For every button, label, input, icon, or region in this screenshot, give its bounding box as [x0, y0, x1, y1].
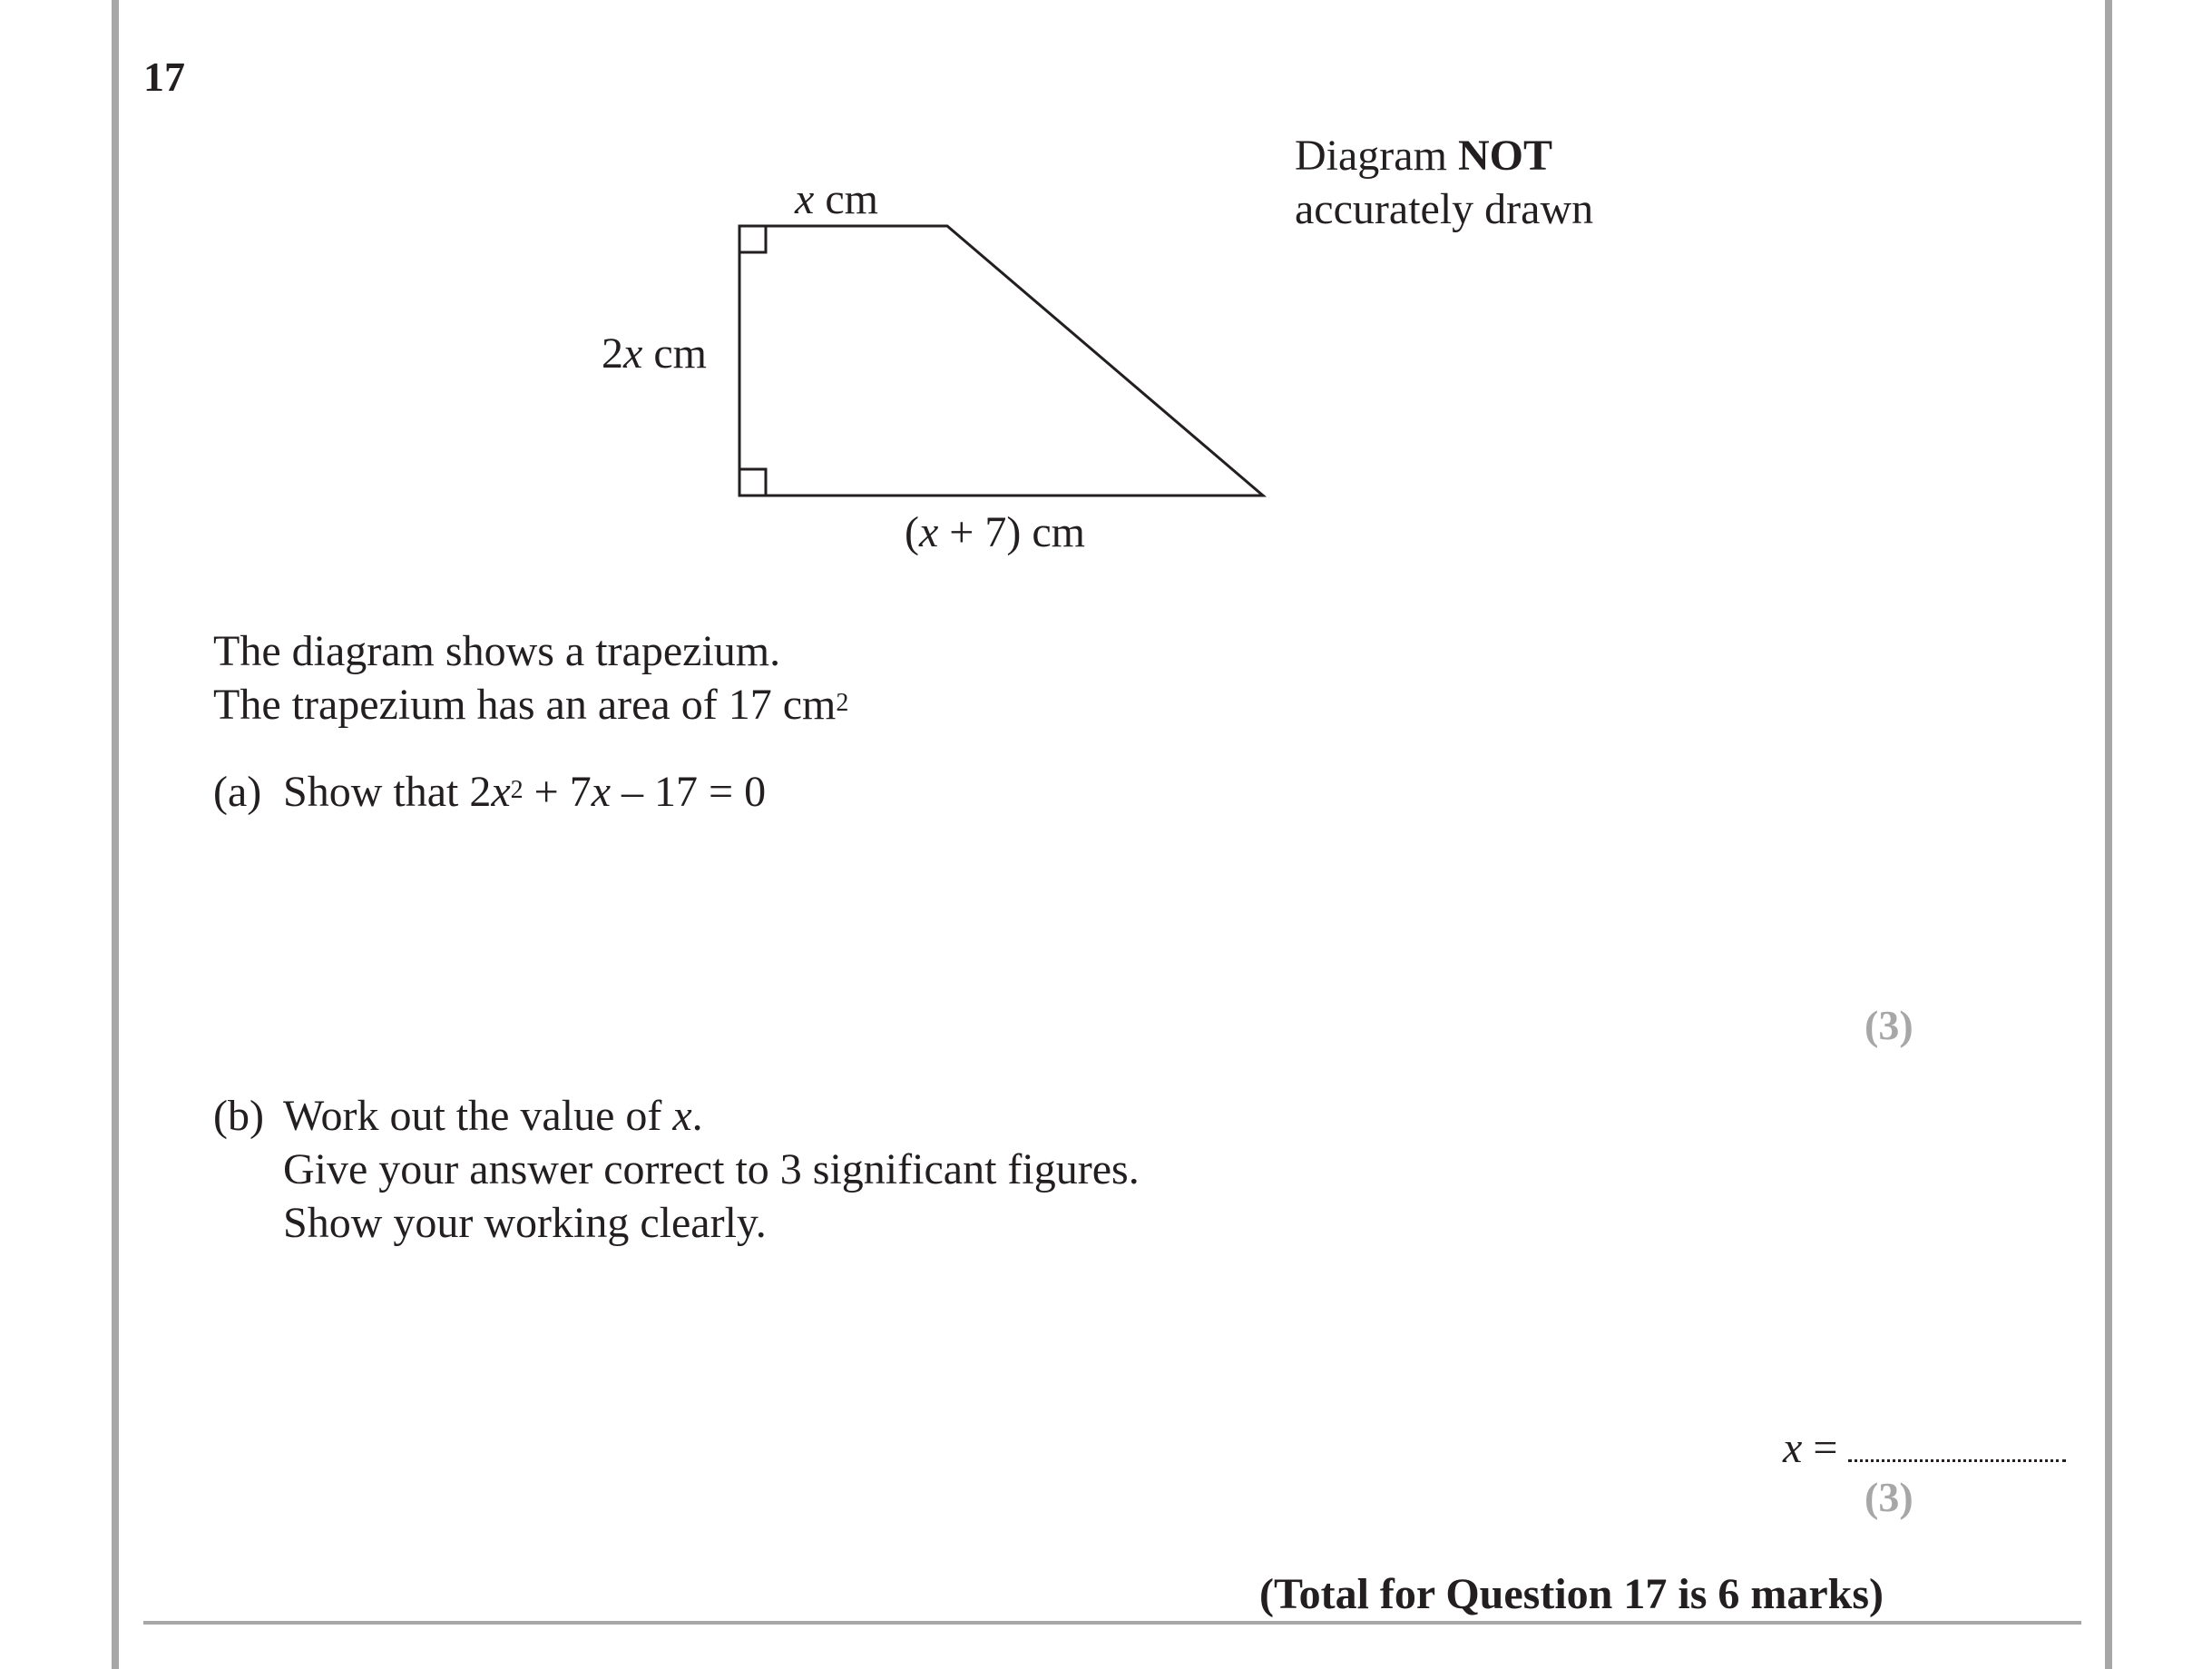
part-b-line-1: Work out the value of x.: [283, 1092, 703, 1140]
diagram-note-bold: NOT: [1457, 132, 1552, 180]
left-side-label: 2x cm: [602, 329, 707, 378]
answer-equals: =: [1802, 1424, 1838, 1472]
right-angle-bottom: [739, 469, 766, 496]
question-number: 17: [143, 54, 185, 100]
part-a-label: (a): [213, 768, 262, 816]
part-b-marks: (3): [1865, 1474, 1913, 1520]
bottom-side-label: (x + 7) cm: [905, 508, 1085, 556]
part-b-text: [283, 1089, 1140, 1250]
diagram-note-line2: accurately drawn: [1295, 185, 1594, 233]
bottom-rule: [143, 1621, 2081, 1625]
part-b-label: (b): [213, 1092, 264, 1140]
diagram-note: [1295, 129, 1593, 236]
part-b-line-2: Give your answer correct to 3 significant figures.: [283, 1145, 1140, 1193]
top-side-label: x cm: [795, 175, 878, 223]
intro-line-1: The diagram shows a trapezium.: [213, 627, 781, 675]
intro-line-2: The trapezium has an area of 17 $cm^2$: [213, 681, 849, 729]
answer-field[interactable]: [1848, 1432, 2066, 1462]
page-border-left: [112, 0, 119, 1669]
question-intro: [213, 624, 848, 731]
part-a-marks: (3): [1865, 1002, 1913, 1048]
page-border-right: [2105, 0, 2112, 1669]
question-total: (Total for Question 17 is 6 marks): [1259, 1570, 1884, 1618]
part-b-line-3: Show your working clearly.: [283, 1199, 767, 1247]
answer-variable: x: [1783, 1424, 1803, 1472]
trapezium-shape: [739, 226, 1263, 496]
right-angle-top: [739, 226, 766, 252]
answer-line: [1783, 1424, 2066, 1472]
part-a-text: Show that $2x^2 + 7x - 17 = 0$: [283, 768, 767, 816]
diagram-note-prefix: Diagram: [1295, 132, 1458, 180]
